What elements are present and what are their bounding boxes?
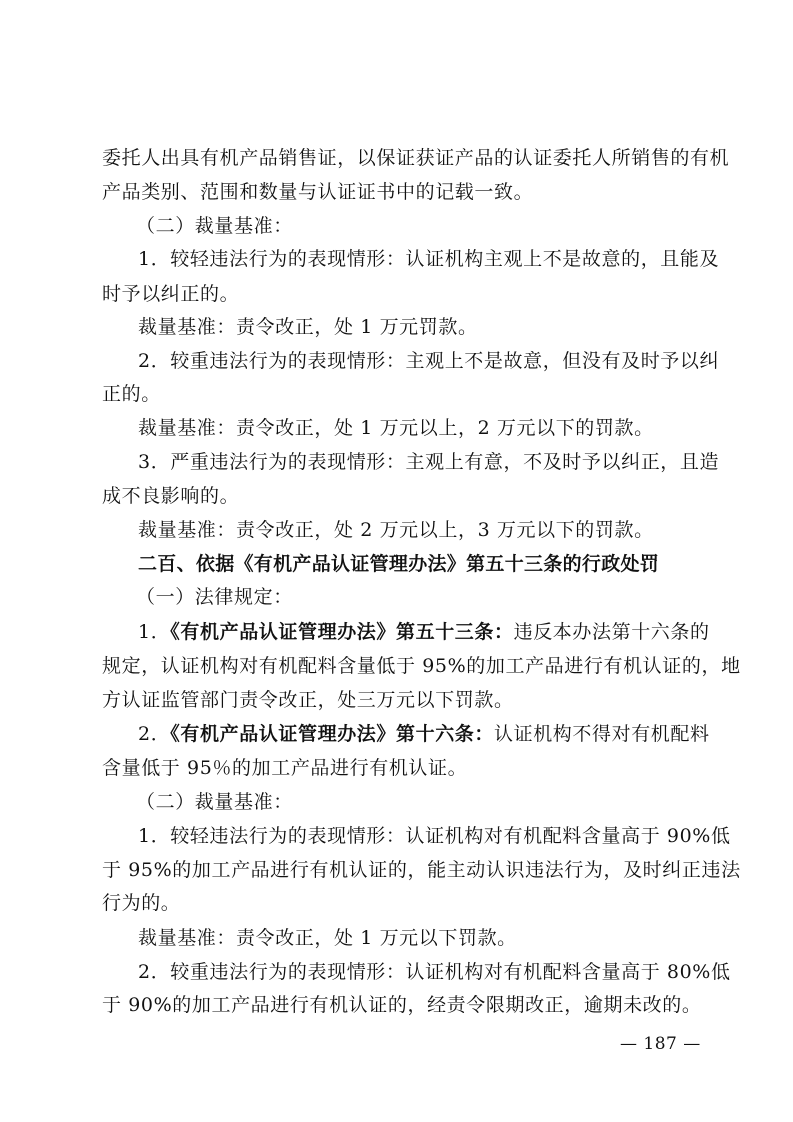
- text-line: 行为的。: [102, 892, 181, 914]
- text-line: 2．较重违法行为的表现情形：认证机构对有机配料含量高于 80%低: [138, 961, 731, 983]
- section-heading: （一）法律规定：: [136, 586, 293, 608]
- text-line: 2．较重违法行为的表现情形：主观上不是故意，但没有及时予以纠: [138, 350, 720, 372]
- text-line: 于 95%的加工产品进行有机认证的，能主动认识违法行为，及时纠正违法: [102, 859, 741, 881]
- item-number: 1．: [138, 621, 171, 643]
- page-number: — 187 —: [620, 1034, 701, 1054]
- text-line: 方认证监管部门责令改正，处三万元以下罚款。: [102, 689, 514, 711]
- text-line: 裁量基准：责令改正，处 2 万元以上，3 万元以下的罚款。: [138, 519, 654, 541]
- text-line: 规定，认证机构对有机配料含量低于 95%的加工产品进行有机认证的，地: [102, 655, 741, 677]
- text-line: 裁量基准：责令改正，处 1 万元罚款。: [138, 316, 478, 338]
- text-span: 认证机构不得对有机配料: [494, 723, 710, 745]
- text-line: 3．严重违法行为的表现情形：主观上有意，不及时予以纠正，且造: [138, 451, 720, 473]
- text-line: 含量低于 95％的加工产品进行有机认证。: [102, 757, 468, 779]
- text-line: 1．较轻违法行为的表现情形：认证机构对有机配料含量高于 90%低: [138, 825, 731, 847]
- text-line: 产品类别、范围和数量与认证证书中的记载一致。: [102, 181, 534, 203]
- item-number: 2．: [138, 723, 171, 745]
- text-line: 委托人出具有机产品销售证，以保证获证产品的认证委托人所销售的有机: [102, 147, 730, 169]
- text-line: [138, 722, 710, 746]
- text-line: 裁量基准：责令改正，处 1 万元以上，2 万元以下的罚款。: [138, 417, 654, 439]
- text-line: 时予以纠正的。: [102, 283, 240, 305]
- text-line: [138, 620, 710, 644]
- law-citation: 《有机产品认证管理办法》第十六条：: [170, 723, 494, 745]
- text-span: 违反本办法第十六条的: [513, 621, 710, 643]
- section-heading: （二）裁量基准：: [136, 791, 293, 813]
- text-line: 裁量基准：责令改正，处 1 万元以下罚款。: [138, 927, 517, 949]
- text-line: 于 90%的加工产品进行有机认证的，经责令限期改正，逾期未改的。: [102, 994, 702, 1016]
- text-line: 1．较轻违法行为的表现情形：认证机构主观上不是故意的，且能及: [138, 248, 720, 270]
- article-heading: 二百、依据《有机产品认证管理办法》第五十三条的行政处罚: [138, 553, 660, 575]
- text-line: 正的。: [102, 383, 161, 405]
- section-heading: （二）裁量基准：: [136, 215, 293, 237]
- law-citation: 《有机产品认证管理办法》第五十三条：: [170, 621, 514, 643]
- text-line: 成不良影响的。: [102, 485, 240, 507]
